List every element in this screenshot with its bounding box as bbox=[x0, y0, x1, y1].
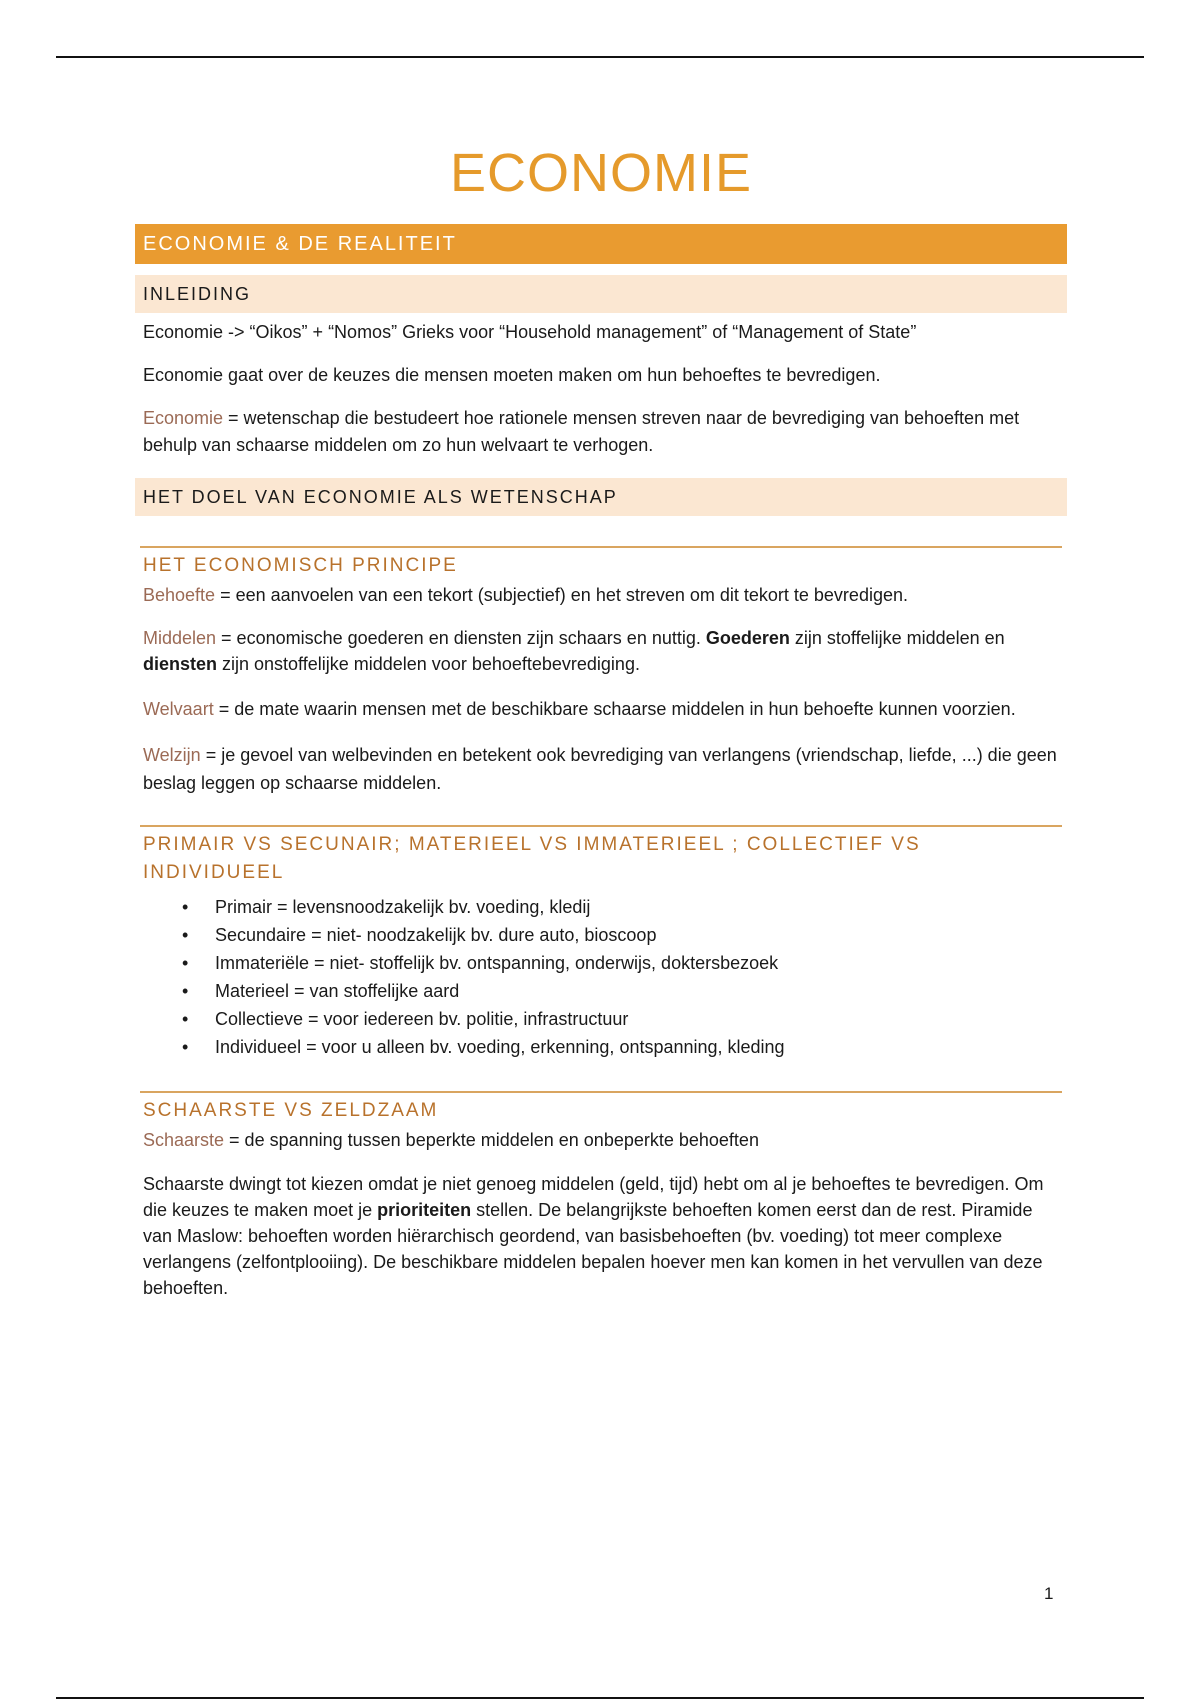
definition-welvaart bbox=[135, 696, 1067, 722]
subheading-primair-line-1: PRIMAIR VS SECUNAIR; MATERIEEL VS IMMATERIEEL ; COLLECTIEF VS bbox=[143, 834, 921, 855]
list-item bbox=[135, 921, 1067, 949]
definition-middelen-text-a: = economische goederen en diensten zijn schaars en nuttig. bbox=[216, 628, 706, 648]
list-item bbox=[135, 1033, 1067, 1061]
term-welzijn: Welzijn bbox=[143, 745, 201, 765]
section-heading-inleiding: INLEIDING bbox=[135, 275, 1067, 313]
definition-welzijn bbox=[135, 741, 1067, 797]
bullet-icon: • bbox=[182, 897, 189, 917]
bullet-icon: • bbox=[182, 1037, 189, 1057]
inleiding-definition-economie bbox=[135, 405, 1067, 459]
definition-schaarste bbox=[135, 1127, 1067, 1154]
list-item bbox=[135, 893, 1067, 921]
definition-schaarste-text: = de spanning tussen beperkte middelen en onbeperkte behoeften bbox=[224, 1130, 759, 1150]
definition-behoefte bbox=[135, 582, 1067, 609]
schaarste-paragraph-text-b: stellen. De belangrijkste behoeften komen eerst dan de rest. Piramide van Maslow: behoeften worden hiërarchisch geordend, van basisbehoeften (bv. voeding) tot meer complexe verlangens (zelfontplooiing). De beschikbare middelen bepalen hoever men kan komen in het vervullen van deze behoeften. bbox=[143, 1200, 1043, 1298]
bold-diensten: diensten bbox=[143, 654, 218, 674]
list-item-text: Secundaire = niet- noodzakelijk bv. dure auto, bioscoop bbox=[215, 925, 657, 945]
definition-behoefte-text: = een aanvoelen van een tekort (subjectief) en het streven om dit tekort te bevredigen. bbox=[215, 585, 908, 605]
term-welvaart: Welvaart bbox=[143, 699, 214, 719]
definition-welzijn-text: = je gevoel van welbevinden en betekent ook bevrediging van verlangens (vriendschap, liefde, ...) die geen beslag leggen op schaarse middelen. bbox=[143, 745, 1057, 793]
document-page bbox=[135, 140, 1067, 1301]
section-heading-doel: HET DOEL VAN ECONOMIE ALS WETENSCHAP bbox=[135, 478, 1067, 516]
term-behoefte: Behoefte bbox=[143, 585, 216, 605]
inleiding-paragraph-1: Economie -> “Oikos” + “Nomos” Grieks voor “Household management” of “Management of State” bbox=[143, 322, 917, 342]
term-middelen: Middelen bbox=[143, 628, 217, 648]
term-economie: Economie bbox=[143, 408, 224, 428]
list-item-text: Collectieve = voor iedereen bv. politie, infrastructuur bbox=[215, 1009, 629, 1029]
definition-welvaart-text: = de mate waarin mensen met de beschikbare schaarse middelen in hun behoefte kunnen voorzien. bbox=[213, 699, 1016, 719]
bullet-icon: • bbox=[182, 953, 189, 973]
list-item-text: Individueel = voor u alleen bv. voeding, erkenning, ontspanning, kleding bbox=[215, 1037, 785, 1057]
schaarste-paragraph bbox=[135, 1171, 1067, 1301]
bullet-icon: • bbox=[182, 981, 189, 1001]
list-item bbox=[135, 977, 1067, 1005]
bullet-icon: • bbox=[182, 925, 189, 945]
bullet-icon: • bbox=[182, 1009, 189, 1029]
subheading-economisch-principe: HET ECONOMISCH PRINCIPE bbox=[140, 546, 1062, 580]
header-rule bbox=[56, 56, 1144, 58]
bold-prioriteiten: prioriteiten bbox=[377, 1200, 472, 1220]
definition-economie-text: = wetenschap die bestudeert hoe rationele mensen streven naar de bevrediging van behoeften met behulp van schaarse middelen om zo hun welvaart te verhogen. bbox=[143, 408, 1020, 455]
list-item-text: Materieel = van stoffelijke aard bbox=[215, 981, 460, 1001]
list-item bbox=[135, 949, 1067, 977]
definition-middelen-text-b: zijn stoffelijke middelen en bbox=[789, 628, 1005, 648]
footer-rule bbox=[56, 1697, 1144, 1699]
subheading-schaarste-zeldzaam: SCHAARSTE VS ZELDZAAM bbox=[140, 1091, 1062, 1125]
needs-classification-list bbox=[135, 893, 1067, 1061]
list-item bbox=[135, 1005, 1067, 1033]
list-item-text: Primair = levensnoodzakelijk bv. voeding, kledij bbox=[215, 897, 591, 917]
subheading-primair-secundair bbox=[140, 825, 1062, 887]
subheading-primair-line-2: INDIVIDUEEL bbox=[143, 862, 285, 883]
term-schaarste: Schaarste bbox=[143, 1130, 225, 1150]
definition-middelen bbox=[135, 625, 1067, 677]
inleiding-paragraph-2: Economie gaat over de keuzes die mensen moeten maken om hun behoeftes te bevredigen. bbox=[143, 365, 881, 385]
bold-goederen: Goederen bbox=[705, 628, 790, 648]
section-heading-economie-realiteit: ECONOMIE & DE REALITEIT bbox=[135, 224, 1067, 264]
page-number: 1 bbox=[1044, 1584, 1054, 1603]
list-item-text: Immateriële = niet- stoffelijk bv. ontspanning, onderwijs, doktersbezoek bbox=[215, 953, 779, 973]
schaarste-paragraph-text-a: Schaarste dwingt tot kiezen omdat je niet genoeg middelen (geld, tijd) hebt om al je behoeftes te bevredigen. Om die keuzes te maken moet je bbox=[143, 1174, 1044, 1220]
definition-middelen-text-c: zijn onstoffelijke middelen voor behoeftebevrediging. bbox=[217, 654, 640, 674]
document-title: ECONOMIE bbox=[449, 143, 753, 203]
